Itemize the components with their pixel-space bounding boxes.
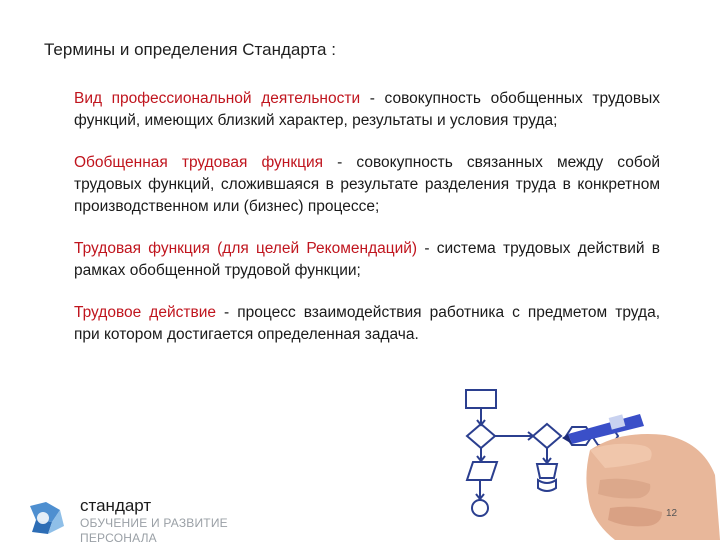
logo-title: стандарт <box>80 496 152 515</box>
definition-term: Вид профессиональной деятельности <box>74 90 361 107</box>
definition-text: совокупность связанных между собой трудовых функций, сложившаяся в результате разделения труда в конкретном производственном или (бизнес) процессе; <box>74 154 660 215</box>
definitions-list <box>74 88 660 366</box>
definition-item <box>74 238 660 282</box>
page-number: 12 <box>666 508 678 519</box>
definition-dash: - <box>323 154 357 171</box>
definition-item <box>74 302 660 346</box>
definition-text: процесс взаимодействия работника с предметом труда, при котором достигается определенная задача. <box>74 304 660 343</box>
definition-dash: - <box>215 304 238 321</box>
logo-emblem-icon <box>22 500 66 540</box>
definition-term: Обобщенная трудовая функция <box>74 154 324 171</box>
definition-term: Трудовое действие <box>74 304 216 321</box>
logo-subtitle: ОБУЧЕНИЕ И РАЗВИТИЕ ПЕРСОНАЛА <box>80 516 228 545</box>
slide-title: Термины и определения Стандарта : <box>44 40 336 59</box>
definition-text: система трудовых действий в рамках обобщенной трудовой функции; <box>74 240 660 279</box>
definition-item <box>74 88 660 132</box>
definition-item <box>74 152 660 218</box>
hand-icon <box>586 434 720 540</box>
flowchart-hand-illustration <box>440 380 720 540</box>
definition-term: Трудовая функция (для целей Рекомендаций) <box>74 240 418 257</box>
definition-text: совокупность обобщенных трудовых функций, имеющих близкий характер, результаты и условия труда; <box>74 90 660 129</box>
definition-dash: - <box>360 90 385 107</box>
definition-dash: - <box>417 240 437 257</box>
company-logo <box>18 496 318 545</box>
